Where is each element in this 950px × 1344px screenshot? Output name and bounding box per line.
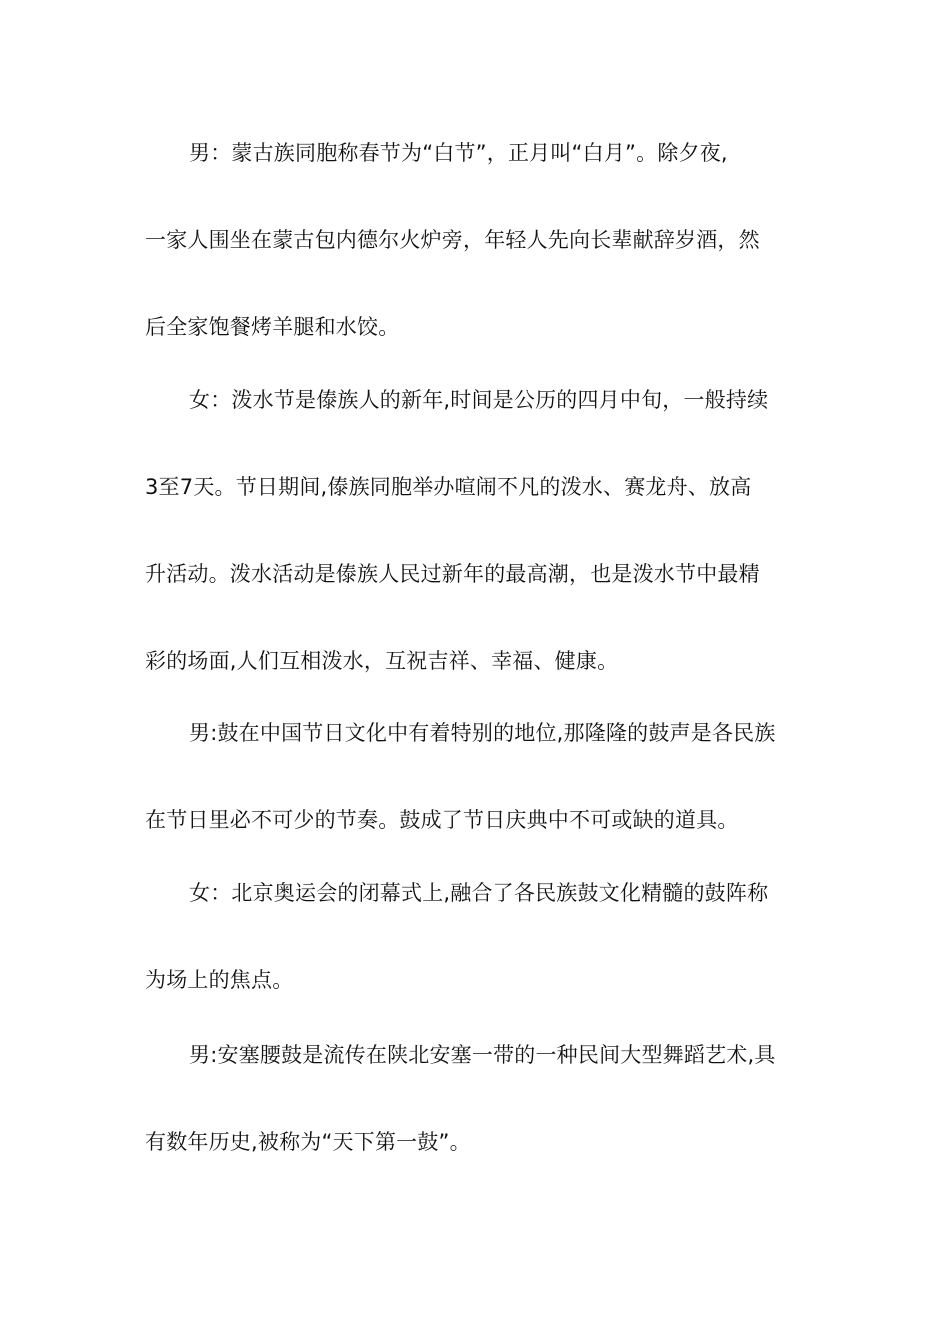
paragraph-2 [145, 357, 810, 705]
text-line: 女：泼水节是傣族人的新年,时间是公历的四月中旬，一般持续 [189, 388, 769, 412]
text-line: 男:鼓在中国节日文化中有着特别的地位,那隆隆的鼓声是各民族 [189, 721, 776, 745]
text-line: 在节日里必不可少的节奏。鼓成了节日庆典中不可或缺的道具。 [145, 808, 739, 832]
text-line: 女：北京奥运会的闭幕式上,融合了各民族鼓文化精髓的鼓阵称 [189, 881, 769, 905]
text-line: 3至7天。节日期间,傣族同胞举办喧闹不凡的泼水、赛龙舟、放高 [145, 475, 752, 499]
text-line: 男:安塞腰鼓是流传在陕北安塞一带的一种民间大型舞蹈艺术,具 [189, 1043, 776, 1067]
text-line: 男：蒙古族同胞称春节为“白节”，正月叫“白月”。除夕夜, [189, 141, 728, 165]
text-line: 彩的场面,人们互相泼水，互祝吉祥、幸福、健康。 [145, 649, 619, 673]
text-line: 有数年历史,被称为“天下第一鼓”。 [145, 1130, 471, 1154]
paragraph-4 [145, 850, 810, 1024]
text-line: 为场上的焦点。 [145, 968, 294, 992]
text-line: 升活动。泼水活动是傣族人民过新年的最高潮，也是泼水节中最精 [145, 562, 760, 586]
paragraph-3 [145, 690, 810, 864]
text-line: 后全家饱餐烤羊腿和水饺。 [145, 315, 400, 339]
paragraph-1 [145, 110, 810, 371]
text-line: 一家人围坐在蒙古包内德尔火炉旁，年轻人先向长辈献辞岁酒，然 [145, 228, 760, 252]
paragraph-5 [145, 1012, 810, 1186]
